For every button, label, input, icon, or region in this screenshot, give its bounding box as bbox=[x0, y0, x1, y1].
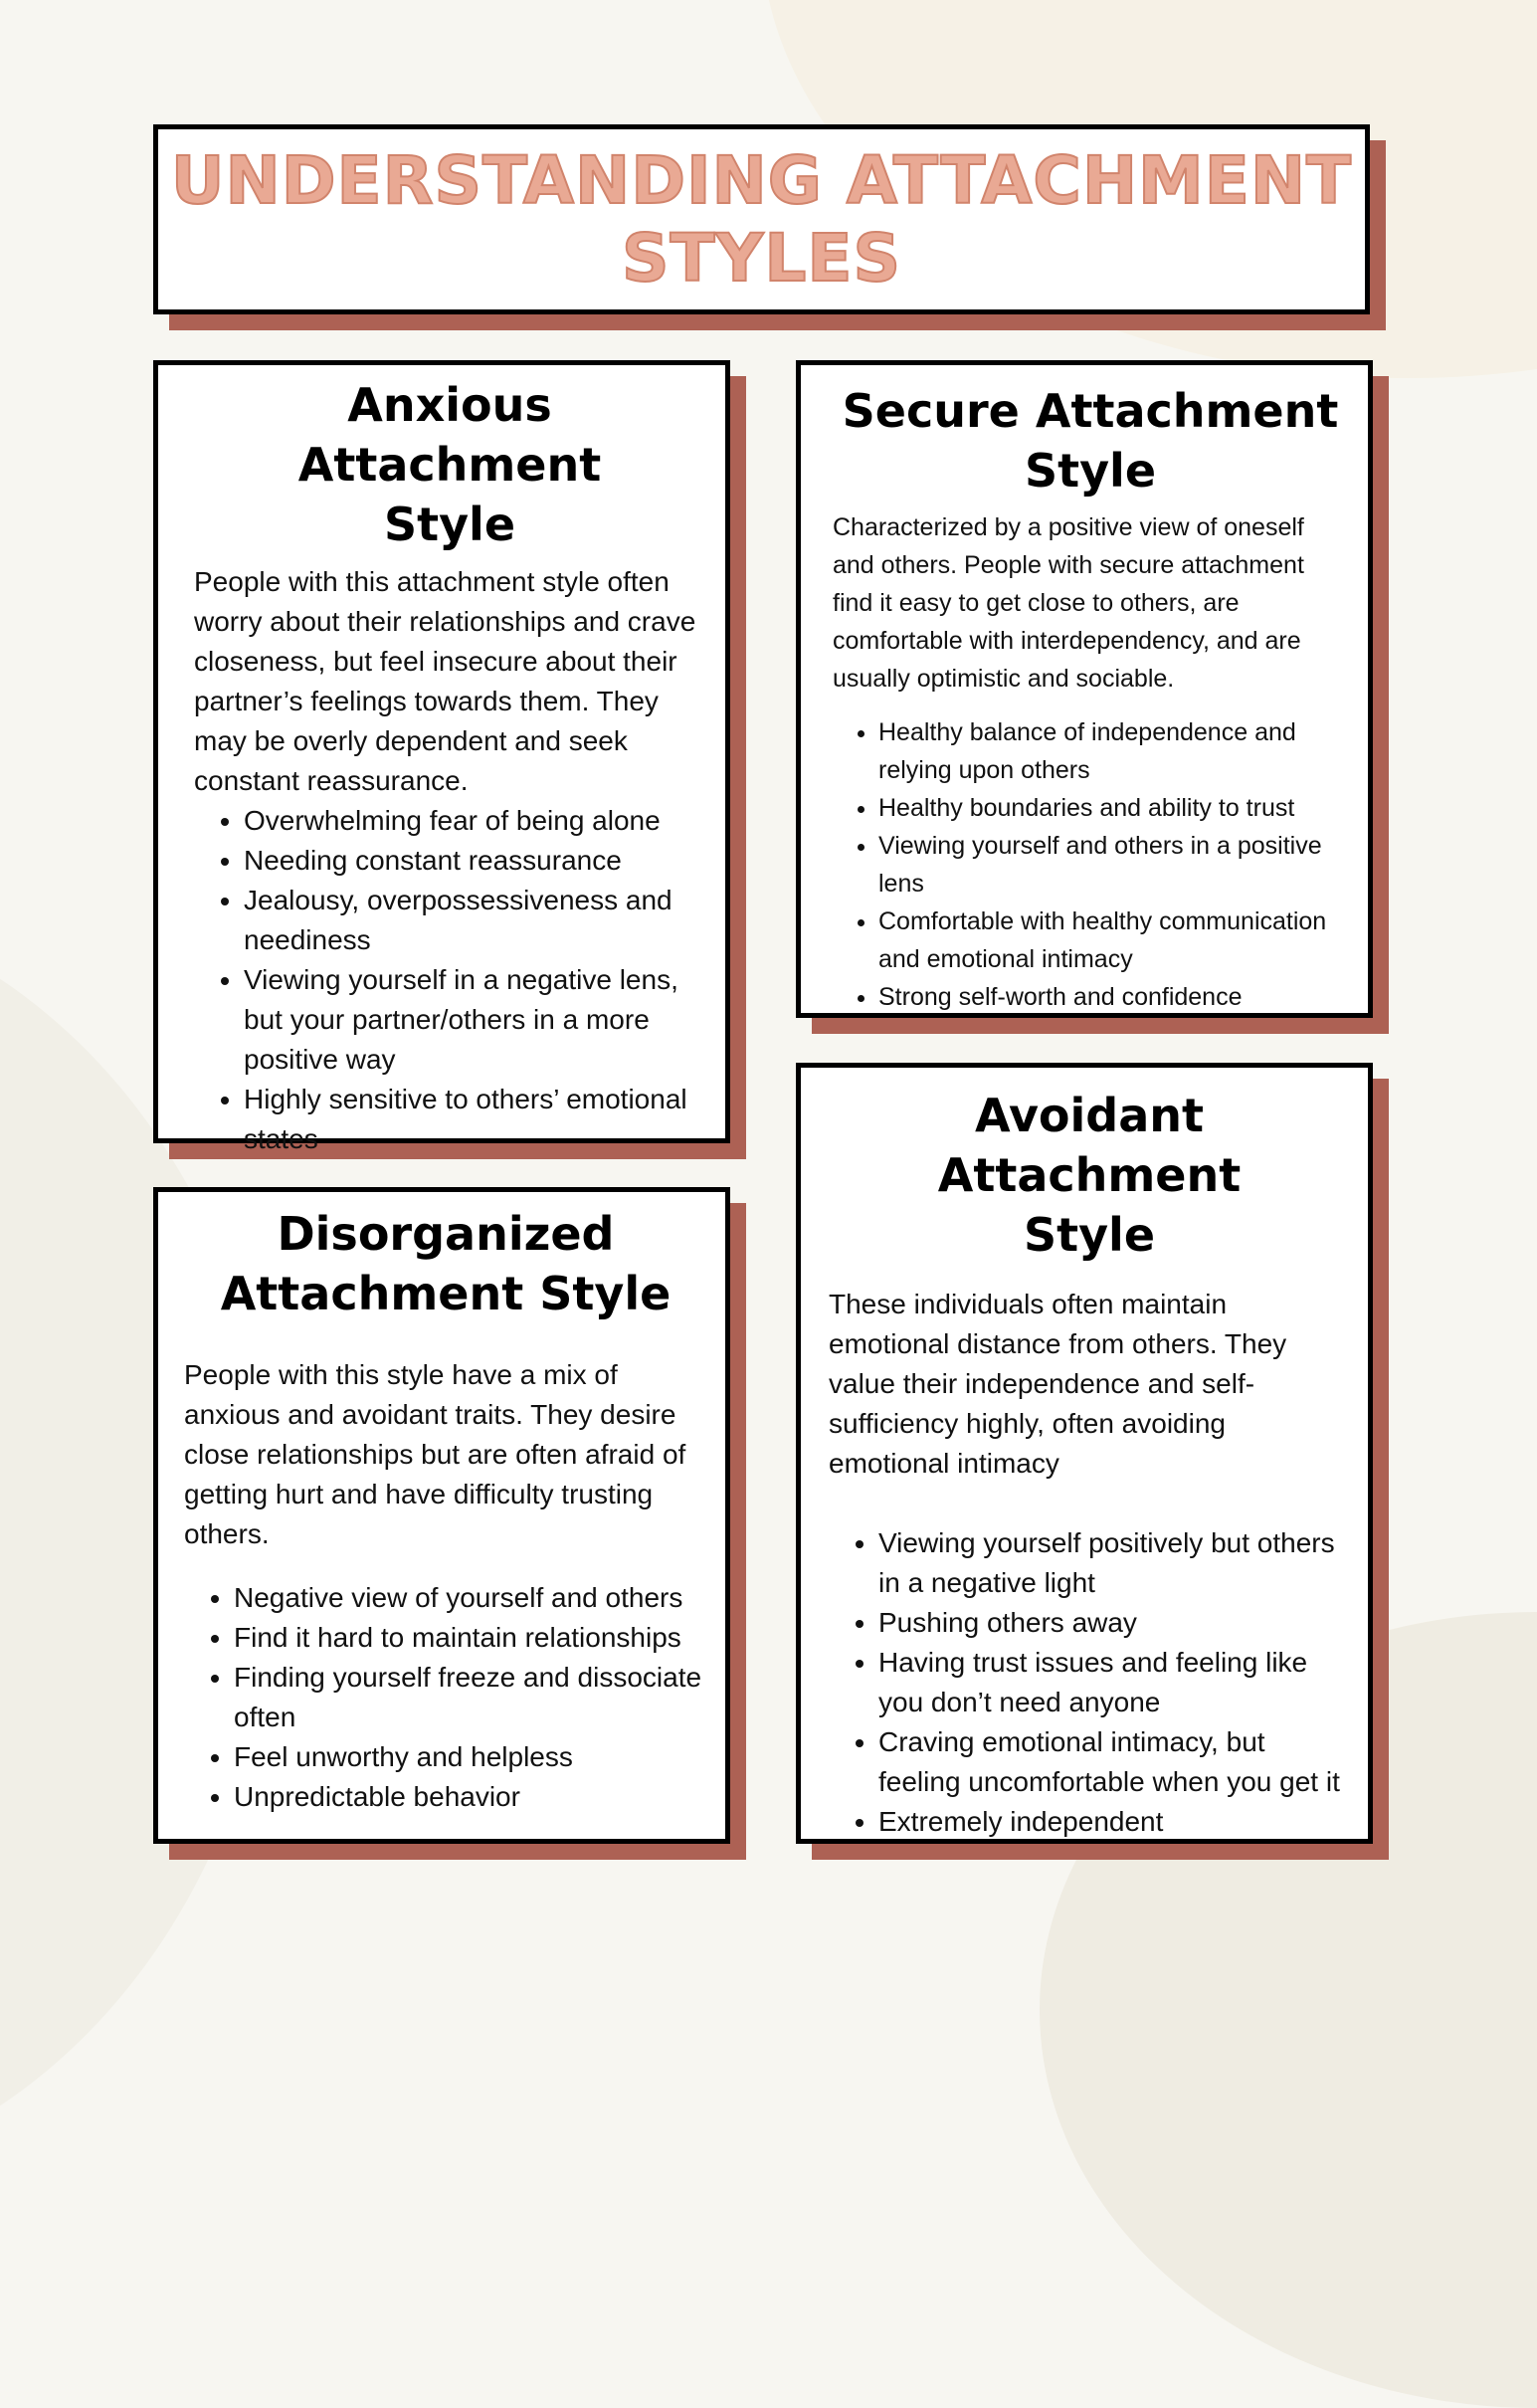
list-item: • Strong self-worth and confidence bbox=[878, 978, 1348, 1016]
list-item: • Jealousy, overpossessiveness and neediness bbox=[244, 881, 705, 960]
list-item: • Pushing others away bbox=[878, 1603, 1350, 1643]
avoidant-description: These individuals often maintain emotional distance from others. They value their independence and self-sufficiency highly, often avoiding emotional intimacy bbox=[829, 1289, 1287, 1479]
list-item: • Healthy balance of independence and relying upon others bbox=[878, 713, 1348, 789]
list-item: • Negative view of yourself and others bbox=[234, 1578, 707, 1618]
disorganized-title-line-1: Disorganized bbox=[277, 1207, 615, 1261]
anxious-title-line-2: Style bbox=[383, 498, 516, 551]
secure-attachment-card bbox=[796, 360, 1373, 1018]
page-title bbox=[171, 142, 1352, 298]
disorganized-bullet-list bbox=[184, 1578, 707, 1817]
secure-title-line-2: Style bbox=[1024, 444, 1157, 498]
page-title-line-1: UNDERSTANDING ATTACHMENT bbox=[170, 141, 1353, 219]
list-item: • Viewing yourself and others in a positive lens bbox=[878, 827, 1348, 903]
disorganized-attachment-card bbox=[153, 1187, 730, 1844]
avoidant-attachment-card bbox=[796, 1063, 1373, 1844]
list-item: • Viewing yourself in a negative lens, but your partner/others in a more positive way bbox=[244, 960, 705, 1080]
avoidant-bullet-list bbox=[829, 1523, 1350, 1842]
list-item: • Comfortable with healthy communication and emotional intimacy bbox=[878, 903, 1348, 978]
disorganized-title bbox=[184, 1204, 707, 1323]
list-item: • Needing constant reassurance bbox=[244, 841, 705, 881]
list-item: • Find it hard to maintain relationships bbox=[234, 1618, 707, 1658]
secure-description: Characterized by a positive view of oneself and others. People with secure attachment find it easy to get close to others, are comfortable with interdependency, and are usually optimistic and sociable. bbox=[833, 513, 1304, 693]
avoidant-title-line-2: Style bbox=[1023, 1208, 1156, 1262]
secure-bullet-list bbox=[833, 713, 1348, 1016]
list-item: • Extremely independent bbox=[878, 1802, 1350, 1842]
disorganized-title-line-2: Attachment Style bbox=[220, 1267, 672, 1320]
list-item: • Overwhelming fear of being alone bbox=[244, 801, 705, 841]
anxious-title bbox=[194, 375, 705, 554]
secure-title bbox=[833, 381, 1348, 501]
anxious-description: People with this attachment style often worry about their relationships and crave closeness, but feel insecure about their partner’s feelings towards them. They may be overly dependent and seek constant reassurance. bbox=[194, 566, 696, 796]
secure-title-line-1: Secure Attachment bbox=[842, 384, 1339, 438]
anxious-title-line-1: Anxious Attachment bbox=[297, 378, 602, 492]
list-item: • Unpredictable behavior bbox=[234, 1777, 707, 1817]
title-banner bbox=[153, 124, 1370, 314]
anxious-attachment-card bbox=[153, 360, 730, 1154]
list-item: • Feel unworthy and helpless bbox=[234, 1737, 707, 1777]
list-item: • Having trust issues and feeling like you don’t need anyone bbox=[878, 1643, 1350, 1722]
list-item: • Viewing yourself positively but others in a negative light bbox=[878, 1523, 1350, 1603]
anxious-bullet-list bbox=[194, 801, 705, 1159]
disorganized-description: People with this style have a mix of anxious and avoidant traits. They desire close relationships but are often afraid of getting hurt and have difficulty trusting others. bbox=[184, 1359, 686, 1549]
list-item: • Finding yourself freeze and dissociate often bbox=[234, 1658, 707, 1737]
list-item: • Craving emotional intimacy, but feeling uncomfortable when you get it bbox=[878, 1722, 1350, 1802]
list-item: • Highly sensitive to others’ emotional states bbox=[244, 1080, 705, 1159]
page-title-line-2: STYLES bbox=[621, 219, 902, 297]
list-item: • Healthy boundaries and ability to trust bbox=[878, 789, 1348, 827]
avoidant-title bbox=[829, 1086, 1350, 1265]
avoidant-title-line-1: Avoidant Attachment bbox=[937, 1089, 1242, 1202]
